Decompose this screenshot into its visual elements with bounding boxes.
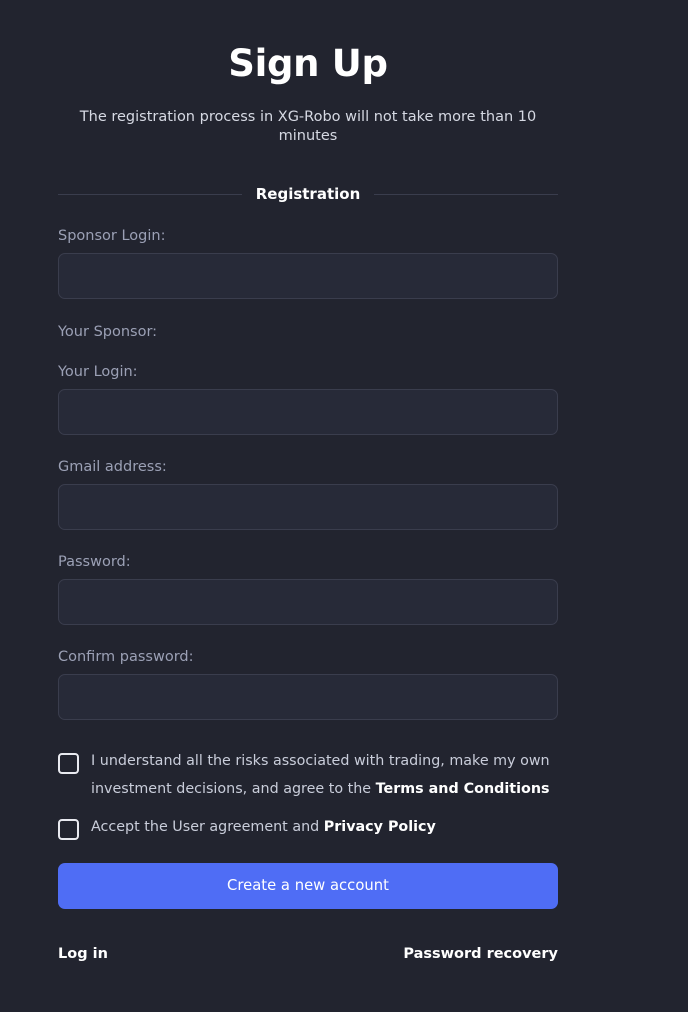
section-label: Registration (242, 184, 375, 204)
password-label: Password: (58, 554, 131, 571)
confirm-password-label: Confirm password: (58, 649, 194, 666)
password-recovery-link[interactable]: Password recovery (403, 945, 558, 962)
your-login-input[interactable] (58, 389, 558, 435)
log-in-link[interactable]: Log in (58, 945, 108, 962)
section-divider (58, 184, 558, 204)
page-subtitle: The registration process in XG-Robo will not take more than 10 minutes (79, 109, 537, 145)
privacy-policy-link[interactable]: Privacy Policy (323, 818, 436, 835)
gmail-address-input[interactable] (58, 484, 558, 530)
signup-container (58, 0, 558, 962)
user-agreement-label: Accept the User agreement and (91, 818, 324, 835)
risk-agreement-checkbox[interactable] (58, 753, 79, 774)
sponsor-login-label: Sponsor Login: (58, 228, 166, 245)
sponsor-login-input[interactable] (58, 253, 558, 299)
footer-links (58, 946, 558, 962)
your-sponsor-label: Your Sponsor: (58, 324, 158, 341)
page-title: Sign Up (228, 42, 388, 85)
risk-agreement-row (58, 752, 558, 804)
user-agreement-checkbox[interactable] (58, 819, 79, 840)
user-agreement-row (58, 818, 558, 842)
password-input[interactable] (58, 579, 558, 625)
risk-agreement-text (91, 748, 558, 804)
create-account-button[interactable]: Create a new account (58, 863, 558, 909)
your-login-label: Your Login: (58, 364, 138, 381)
terms-and-conditions-link[interactable]: Terms and Conditions (375, 780, 550, 797)
user-agreement-text (91, 814, 436, 842)
agreements-group (58, 752, 558, 842)
confirm-password-input[interactable] (58, 674, 558, 720)
risk-agreement-label: I understand all the risks associated with trading, make my own investment decisions, and agree to the (91, 753, 550, 797)
gmail-address-label: Gmail address: (58, 459, 167, 476)
